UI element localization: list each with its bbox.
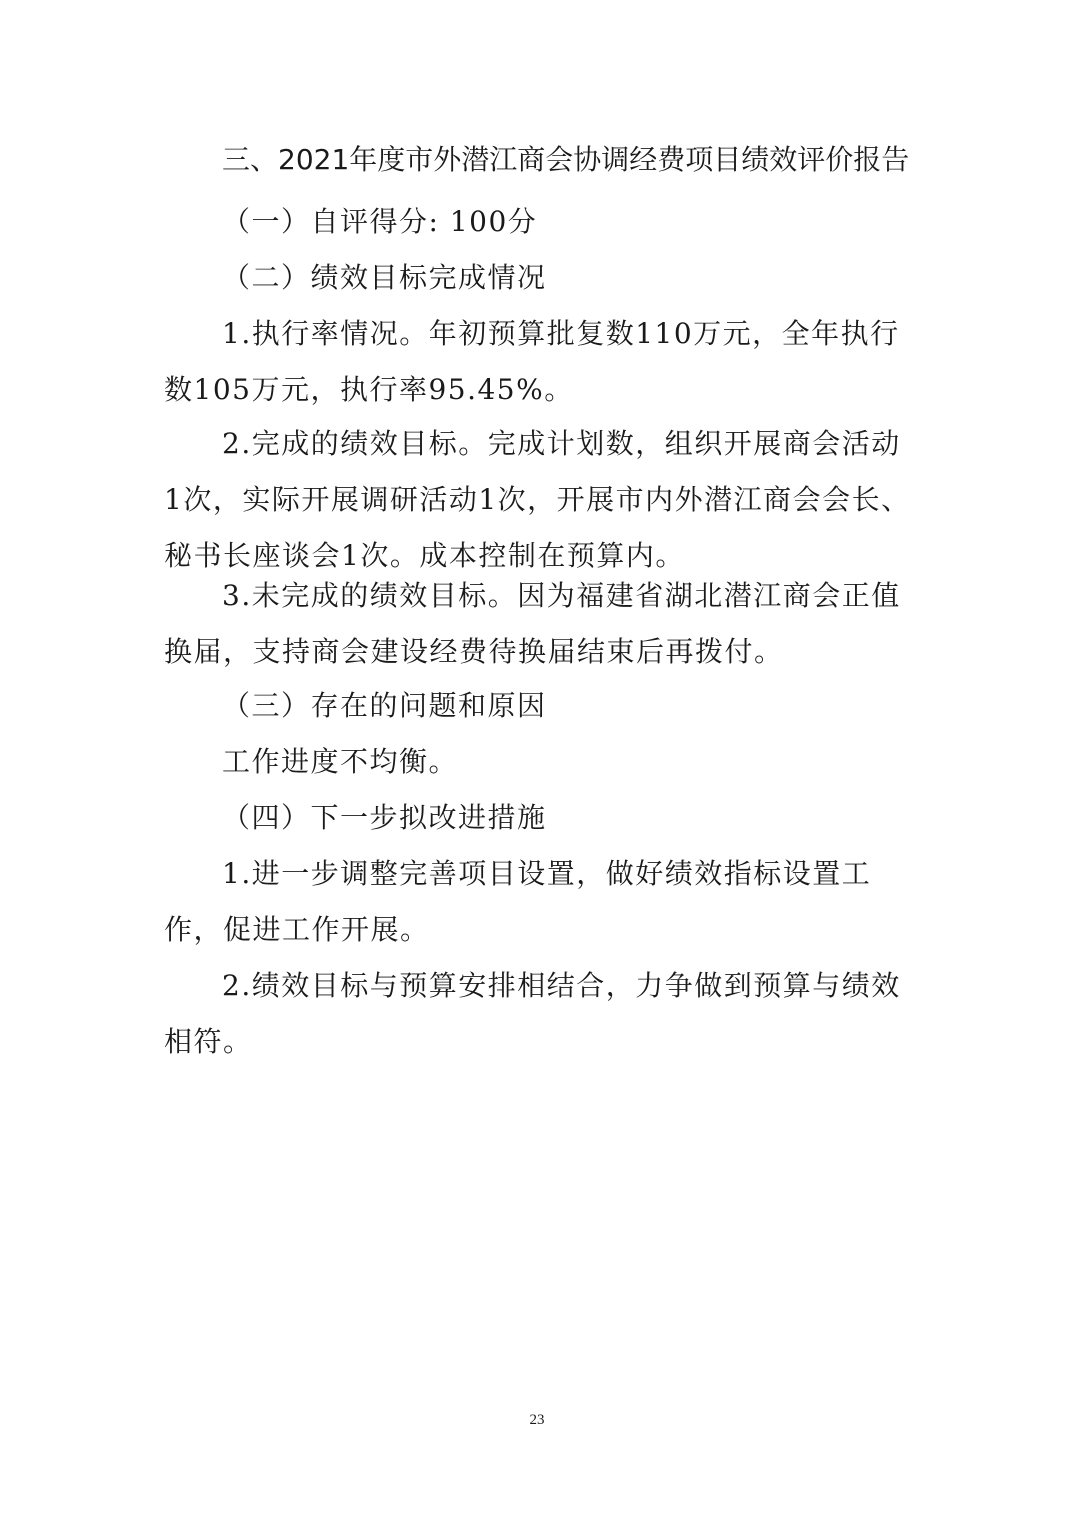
uncompleted-goals-paragraph: 3.未完成的绩效目标。因为福建省湖北潜江商会正值换届，支持商会建设经费待换届结束后再拨付。 — [164, 579, 901, 668]
improvement-item-1: 1.进一步调整完善项目设置，做好绩效指标设置工作，促进工作开展。 — [164, 857, 872, 946]
goal-completion-heading: （二）绩效目标完成情况 — [222, 261, 547, 294]
problems-heading: （三）存在的问题和原因 — [222, 689, 547, 722]
completed-goals-paragraph: 2.完成的绩效目标。完成计划数，组织开展商会活动1次，实际开展调研活动1次，开展市内外潜江商会会长、秘书长座谈会1次。成本控制在预算内。 — [164, 427, 911, 572]
improvement-heading: （四）下一步拟改进措施 — [222, 801, 547, 834]
self-score-heading: （一）自评得分: 100分 — [222, 205, 538, 238]
problems-paragraph: 工作进度不均衡。 — [222, 745, 459, 778]
page-number: 23 — [529, 1412, 545, 1428]
execution-rate-paragraph: 1.执行率情况。年初预算批复数110万元，全年执行数105万元，执行率95.45%。 — [164, 317, 900, 406]
document-title: 三、2021年度市外潜江商会协调经费项目绩效评价报告 — [222, 143, 910, 176]
improvement-item-2: 2.绩效目标与预算安排相结合，力争做到预算与绩效相符。 — [164, 969, 901, 1058]
